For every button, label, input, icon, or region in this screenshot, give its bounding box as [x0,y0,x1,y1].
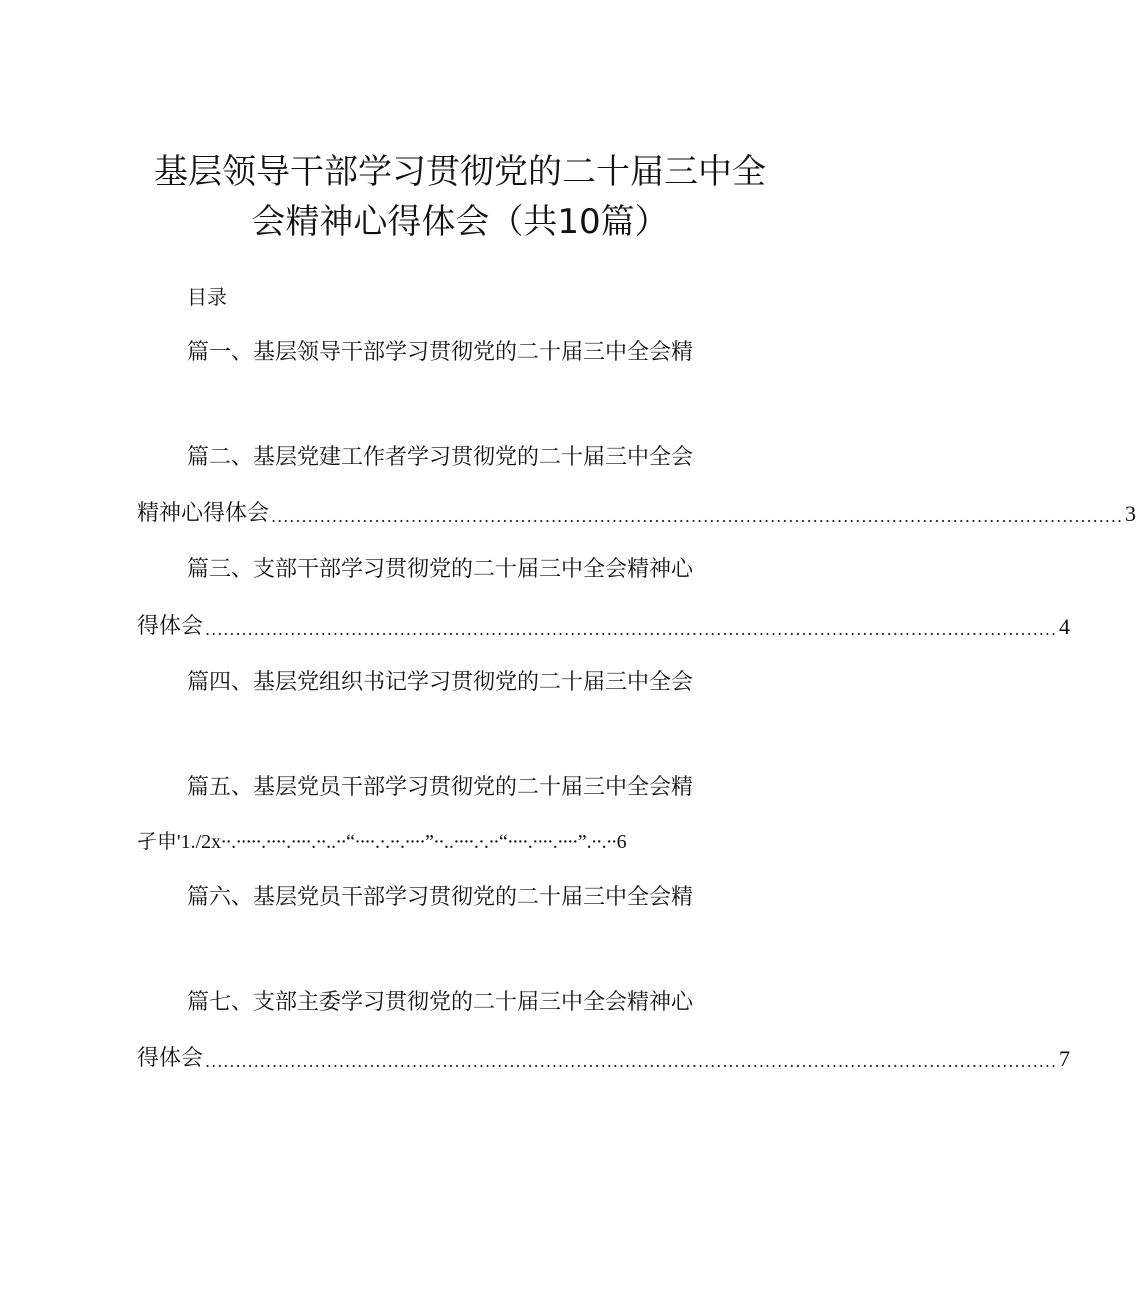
toc-entry-7-page: 7 [1059,1046,1071,1071]
toc-entry-2-page: 3 [1125,501,1136,526]
toc-entry-2-continuation [137,500,1136,528]
toc-entry-3-page: 4 [1059,614,1071,639]
toc-entry-7-text: 得体会 [137,1046,204,1071]
toc-entry-2: 篇二、基层党建工作者学习贯彻党的二十届三中全会 [187,445,694,470]
dot-leader: ............................................................................................................................................ [205,620,1058,639]
toc-heading: 目录 [187,285,227,309]
toc-entry-1: 篇一、基层领导干部学习贯彻党的二十届三中全会精 [187,340,694,365]
toc-entry-5: 篇五、基层党员干部学习贯彻党的二十届三中全会精 [187,775,694,800]
toc-entry-3-continuation [137,613,1071,641]
toc-entry-5-garbled-line: 孑申'1./2x∙∙.∙∙∙∙∙.∙∙∙∙.∙∙∙∙.∙∙..∙∙“∙∙∙∙.∙.∙∙.∙∙∙∙”∙∙..∙∙∙∙.∙.∙∙“∙∙∙∙.∙∙∙∙.∙∙∙∙”.∙∙.∙∙6 [137,831,627,853]
document-title-line-2: 会精神心得体会（共10篇） [251,202,669,242]
toc-entry-3: 篇三、支部干部学习贯彻党的二十届三中全会精神心 [187,557,694,582]
toc-entry-7: 篇七、支部主委学习贯彻党的二十届三中全会精神心 [187,990,694,1015]
toc-entry-3-text: 得体会 [137,614,204,639]
document-title-line-1: 基层领导干部学习贯彻党的二十届三中全 [154,152,766,192]
dot-leader: ............................................................................................................................................ [271,507,1124,526]
toc-entry-7-continuation [137,1045,1071,1073]
dot-leader: ............................................................................................................................................ [205,1052,1058,1071]
toc-entry-6: 篇六、基层党员干部学习贯彻党的二十届三中全会精 [187,885,694,910]
toc-entry-4: 篇四、基层党组织书记学习贯彻党的二十届三中全会 [187,670,694,695]
toc-entry-2-text: 精神心得体会 [137,501,270,526]
